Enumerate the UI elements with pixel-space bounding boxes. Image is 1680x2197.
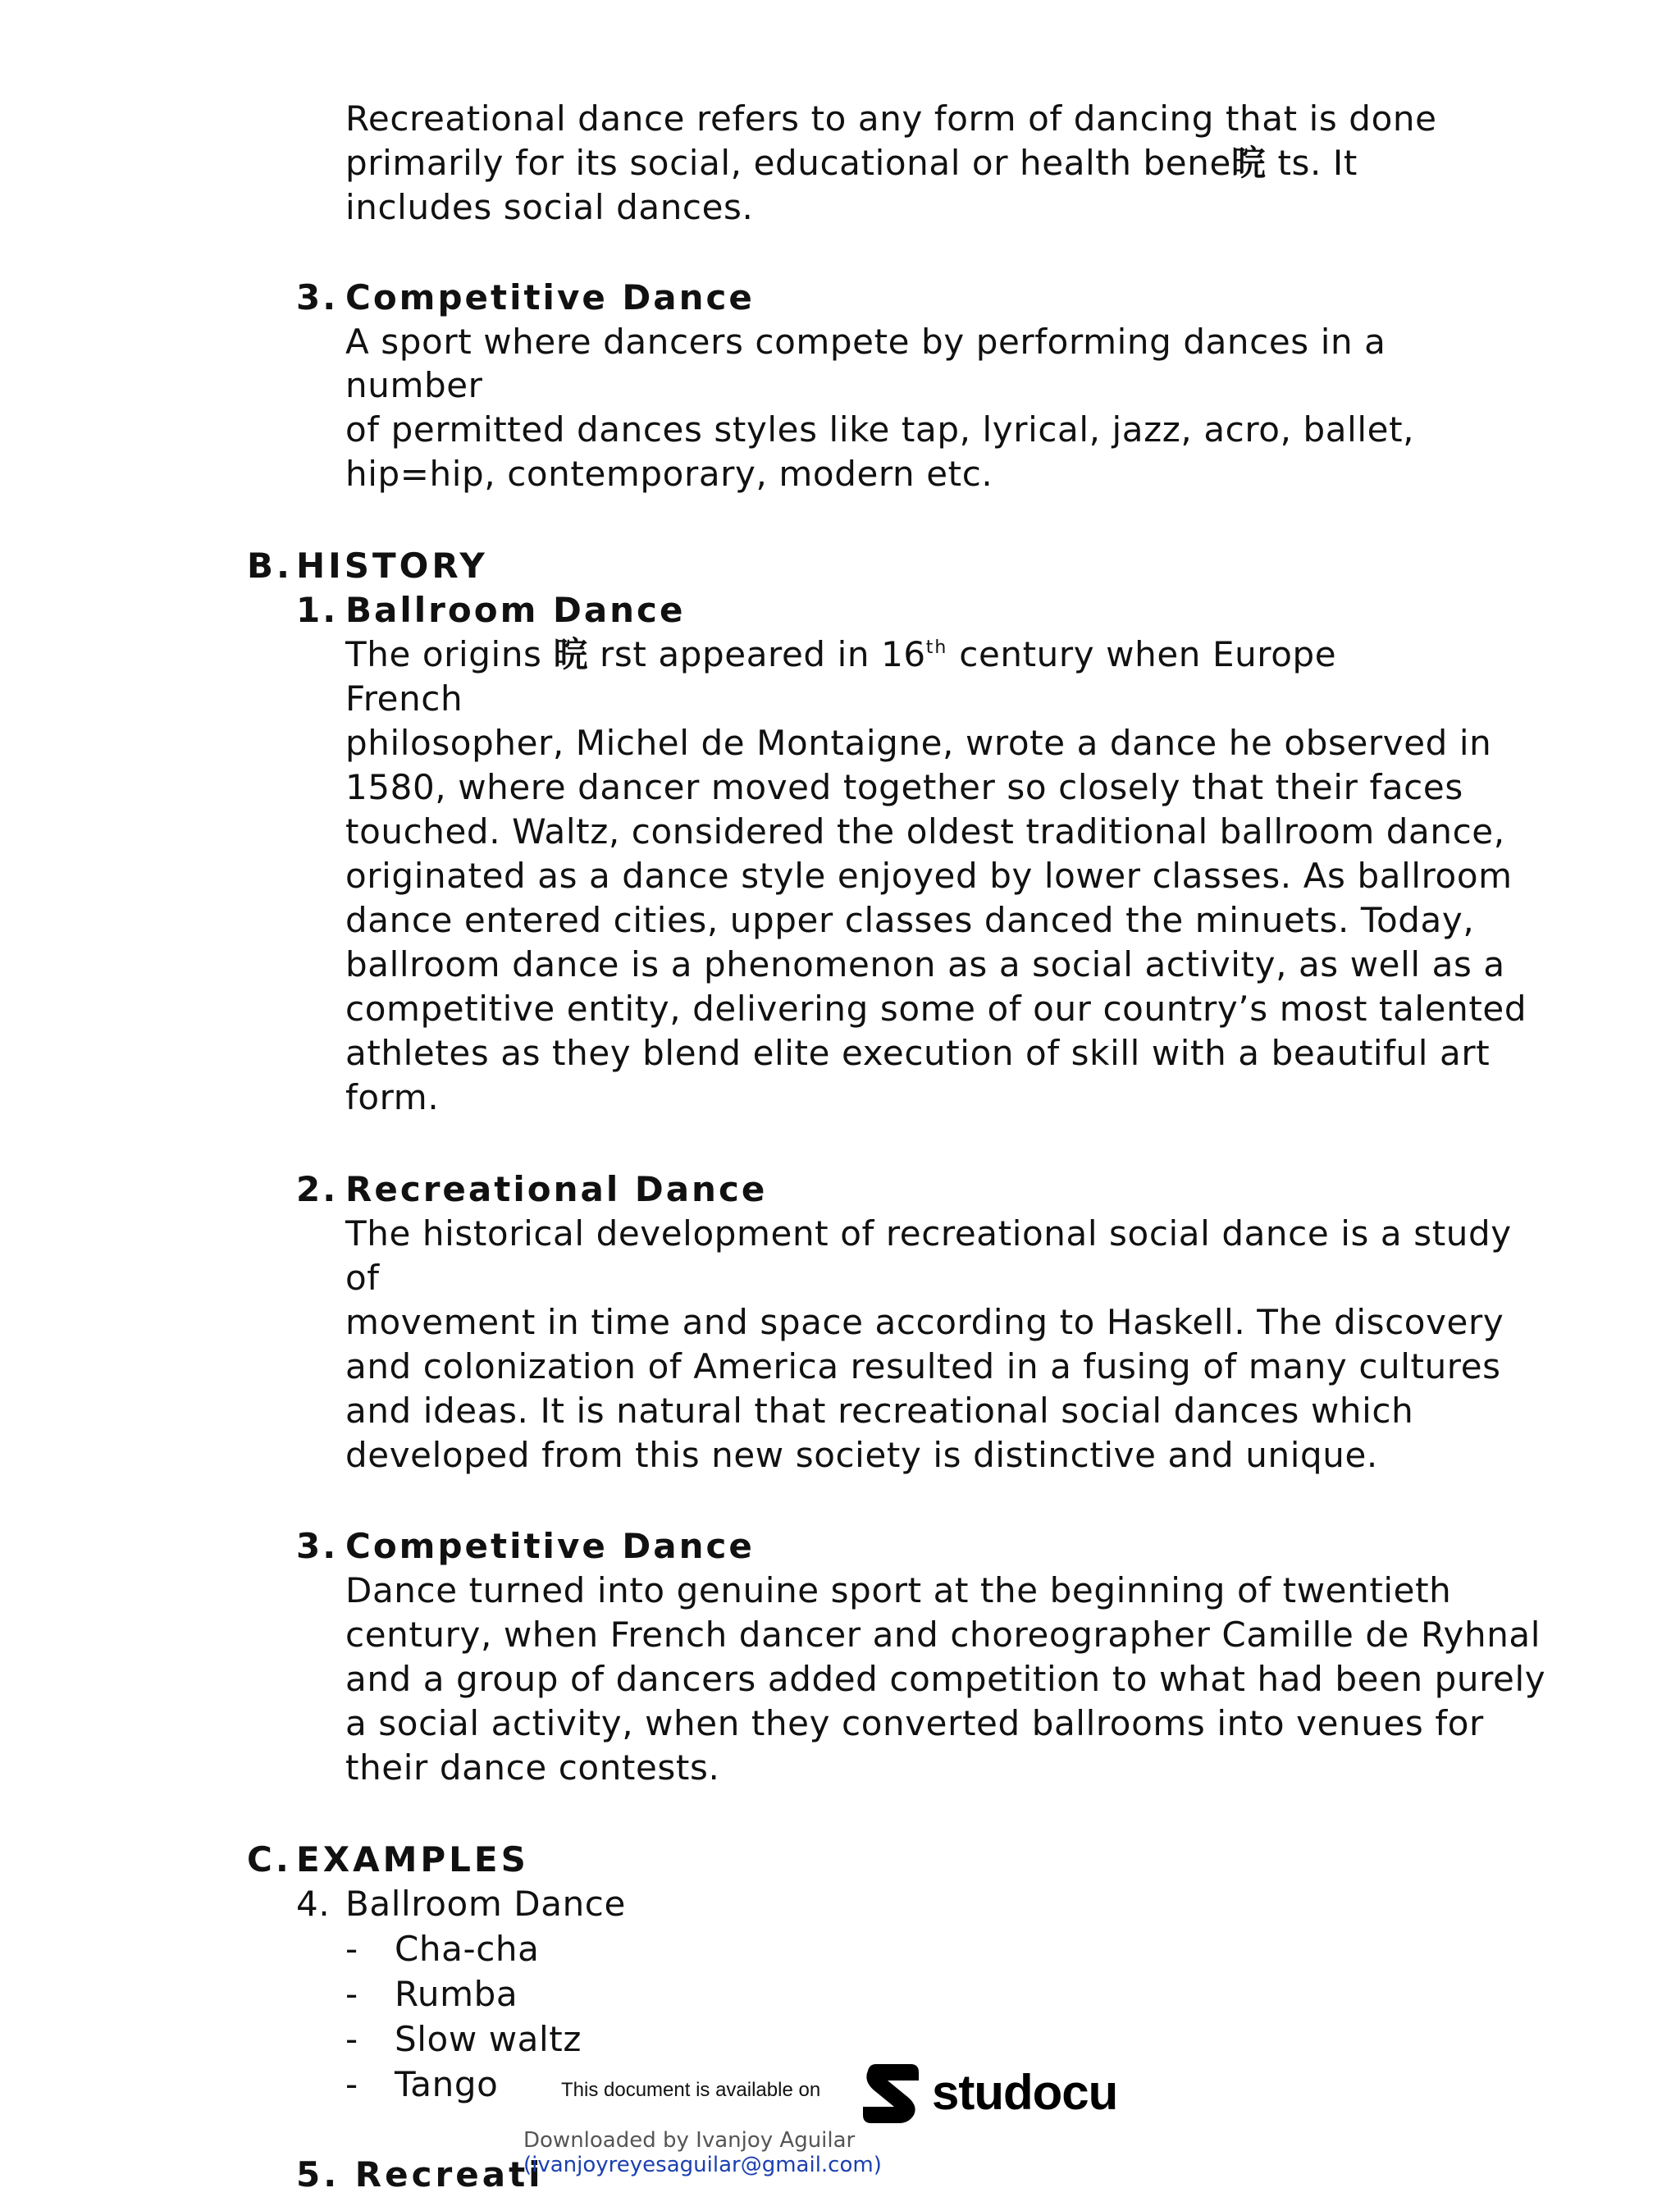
dash-bullet: - [345, 1974, 358, 2014]
heading-number: 4. [296, 1884, 331, 1924]
intro-line-1: Recreational dance refers to any form of dancing that is done [345, 98, 1437, 139]
missing-ligature-glyph: 晥 [1230, 143, 1267, 183]
competitive-def-line-3: of permitted dances styles like tap, lyrical, jazz, acro, ballet, [345, 409, 1415, 450]
missing-ligature-glyph: 晥 [553, 634, 589, 674]
history-ballroom-line-11: form. [345, 1077, 440, 1117]
section-letter: B. [247, 546, 293, 586]
ballroom-line-1-text-a: The origins [345, 634, 554, 674]
dash-bullet: - [345, 2064, 358, 2104]
history-ballroom-line-7: dance entered cities, upper classes danced the minuets. Today, [345, 900, 1475, 940]
history-recreational-line-2: of [345, 1258, 380, 1298]
history-competitive-line-1: Dance turned into genuine sport at the beginning of twentieth [345, 1570, 1452, 1610]
dash-bullet: - [345, 2019, 358, 2059]
history-recreational-line-4: and colonization of America resulted in a fusing of many cultures [345, 1346, 1501, 1386]
downloaded-by: Downloaded by Ivanjoy Aguilar [523, 2128, 856, 2153]
availability-note: This document is available on [561, 2079, 821, 2101]
history-competitive-line-2: century, when French dancer and choreographer Camille de Ryhnal [345, 1615, 1541, 1655]
intro-line-2-text-b: ts. It [1277, 143, 1358, 183]
history-ballroom-line-1 [345, 633, 1336, 677]
competitive-def-line-4: hip=hip, contemporary, modern etc. [345, 454, 993, 494]
list-item-label: Rumba [395, 1974, 518, 2014]
dash-bullet: - [345, 1929, 358, 1969]
section-heading-history [247, 544, 488, 588]
list-item [345, 2062, 498, 2107]
history-recreational-line-1: The historical development of recreational social dance is a study [345, 1213, 1512, 1254]
competitive-def-line-1: A sport where dancers compete by performing dances in a [345, 322, 1386, 362]
history-ballroom-line-3: philosopher, Michel de Montaigne, wrote a dance he observed in [345, 723, 1492, 763]
heading-number: 3. [296, 1526, 339, 1566]
heading-number: 3. [296, 277, 339, 317]
heading-title: Ballroom Dance [345, 1884, 626, 1924]
competitive-def-line-2: number [345, 365, 483, 405]
history-recreational-line-5: and ideas. It is natural that recreational social dances which [345, 1391, 1414, 1431]
section-title: EXAMPLES [296, 1839, 529, 1880]
ballroom-line-1-text-b: rst appeared in 16 [600, 634, 926, 674]
list-item [345, 1927, 540, 1971]
ballroom-line-1-text-c: century when Europe [947, 634, 1337, 674]
history-competitive-line-3: and a group of dancers added competition to what had been purely [345, 1659, 1546, 1699]
heading-number: 1. [296, 590, 339, 630]
history-ballroom-line-8: ballroom dance is a phenomenon as a social activity, as well as a [345, 944, 1505, 984]
history-recreational-line-3: movement in time and space according to Haskell. The discovery [345, 1302, 1504, 1342]
history-recreational-line-6: developed from this new society is distinctive and unique. [345, 1435, 1378, 1475]
intro-line-3: includes social dances. [345, 187, 754, 227]
studocu-logo[interactable] [860, 2058, 1117, 2126]
list-item [345, 1972, 518, 2017]
heading-title: Competitive Dance [345, 1526, 755, 1566]
section-letter: C. [247, 1839, 292, 1880]
intro-line-2 [345, 141, 1358, 185]
history-competitive-line-4: a social activity, when they converted ballrooms into venues for [345, 1703, 1484, 1743]
next-heading-cutoff: 5. Recreati [296, 2154, 544, 2195]
section-heading-examples [247, 1838, 529, 1882]
downloader-email-link[interactable]: (ivanjoyreyesaguilar@gmail.com) [523, 2153, 882, 2177]
intro-line-2-spacer [1267, 143, 1278, 183]
history-ballroom-line-2: French [345, 678, 463, 719]
studocu-mark-icon [860, 2059, 924, 2125]
history-competitive-line-5: their dance contests. [345, 1747, 720, 1788]
heading-title: Competitive Dance [345, 277, 755, 317]
list-item-label: Slow waltz [395, 2019, 582, 2059]
intro-line-2-text-a: primarily for its social, educational or health bene [345, 143, 1231, 183]
list-item-label: Tango [395, 2064, 499, 2104]
studocu-wordmark: studocu [932, 2064, 1118, 2120]
competitive-def-heading [296, 276, 755, 320]
ordinal-superscript: th [925, 637, 948, 658]
history-ballroom-line-4: 1580, where dancer moved together so closely that their faces [345, 767, 1463, 807]
history-recreational-heading [296, 1167, 767, 1212]
history-ballroom-heading [296, 588, 685, 633]
section-title: HISTORY [296, 546, 488, 586]
examples-ballroom-heading [296, 1882, 626, 1926]
history-ballroom-line-10: athletes as they blend elite execution of skill with a beautiful art [345, 1033, 1491, 1073]
history-ballroom-line-6: originated as a dance style enjoyed by lower classes. As ballroom [345, 856, 1513, 896]
ballroom-line-1-spacer [588, 634, 600, 674]
history-ballroom-line-5: touched. Waltz, considered the oldest traditional ballroom dance, [345, 811, 1505, 852]
list-item [345, 2017, 582, 2062]
heading-title: Recreational Dance [345, 1169, 768, 1209]
heading-number: 2. [296, 1169, 339, 1209]
history-ballroom-line-9: competitive entity, delivering some of our country’s most talented [345, 989, 1527, 1029]
heading-title: Ballroom Dance [345, 590, 686, 630]
history-competitive-heading [296, 1524, 755, 1569]
list-item-label: Cha-cha [395, 1929, 540, 1969]
